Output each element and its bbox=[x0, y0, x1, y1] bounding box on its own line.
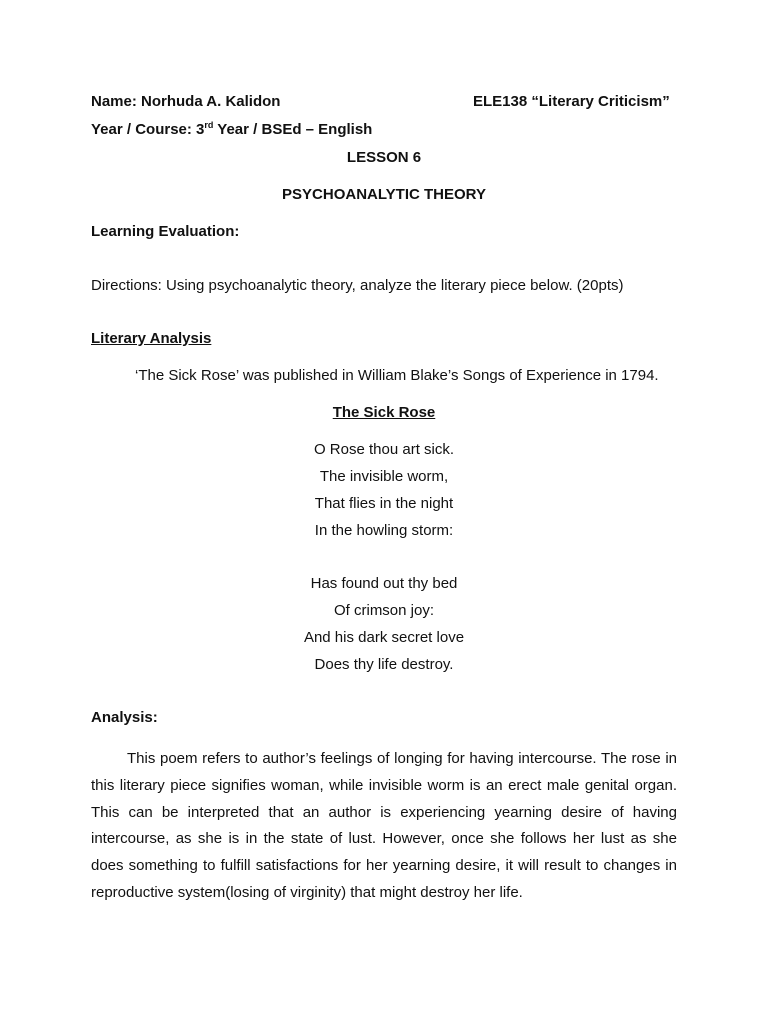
poem-line: Of crimson joy: bbox=[333, 602, 435, 619]
year-course-line bbox=[91, 121, 372, 139]
course-code: ELE138 “Literary Criticism” bbox=[473, 93, 670, 110]
literary-analysis-heading: Literary Analysis bbox=[91, 330, 212, 347]
poem-line: Does thy life destroy. bbox=[314, 656, 454, 673]
poem-line: O Rose thou art sick. bbox=[313, 441, 455, 458]
poem-line: That flies in the night bbox=[314, 495, 454, 512]
learning-evaluation-heading: Learning Evaluation: bbox=[91, 223, 240, 240]
poem-line: In the howling storm: bbox=[314, 522, 454, 539]
poem-intro: ‘The Sick Rose’ was published in William Blake’s Songs of Experience in 1794. bbox=[135, 367, 659, 384]
year-course-suffix: Year / BSEd – English bbox=[213, 121, 373, 138]
directions-text: Directions: Using psychoanalytic theory, analyze the literary piece below. (20pts) bbox=[91, 277, 624, 294]
analysis-text: This poem refers to author’s feelings of longing for having intercourse. The rose in this literary piece signifies woman, while invisible worm is an erect male genital organ. This can be interpreted that an author is experiencing yearning desire of having intercourse, as she is in the state of lust. However, once she follows her lust as she does something to fulfill satisfactions for her yearning desire, it will result to changes in reproductive system(losing of virginity) that might destroy her life. bbox=[91, 750, 677, 901]
poem-line: The invisible worm, bbox=[319, 468, 449, 485]
year-course-prefix: Year / Course: 3 bbox=[91, 121, 205, 138]
poem-stanza-2 bbox=[0, 575, 768, 683]
poem-line: Has found out thy bed bbox=[310, 575, 458, 592]
lesson-title: PSYCHOANALYTIC THEORY bbox=[282, 186, 486, 203]
poem-line: And his dark secret love bbox=[303, 629, 465, 646]
analysis-paragraph bbox=[91, 746, 677, 907]
year-course-ordinal: rd bbox=[204, 120, 214, 130]
student-name: Name: Norhuda A. Kalidon bbox=[91, 93, 281, 110]
analysis-heading: Analysis: bbox=[91, 709, 158, 726]
poem-stanza-1 bbox=[0, 441, 768, 549]
poem-title: The Sick Rose bbox=[332, 404, 436, 421]
lesson-number: LESSON 6 bbox=[346, 149, 422, 166]
